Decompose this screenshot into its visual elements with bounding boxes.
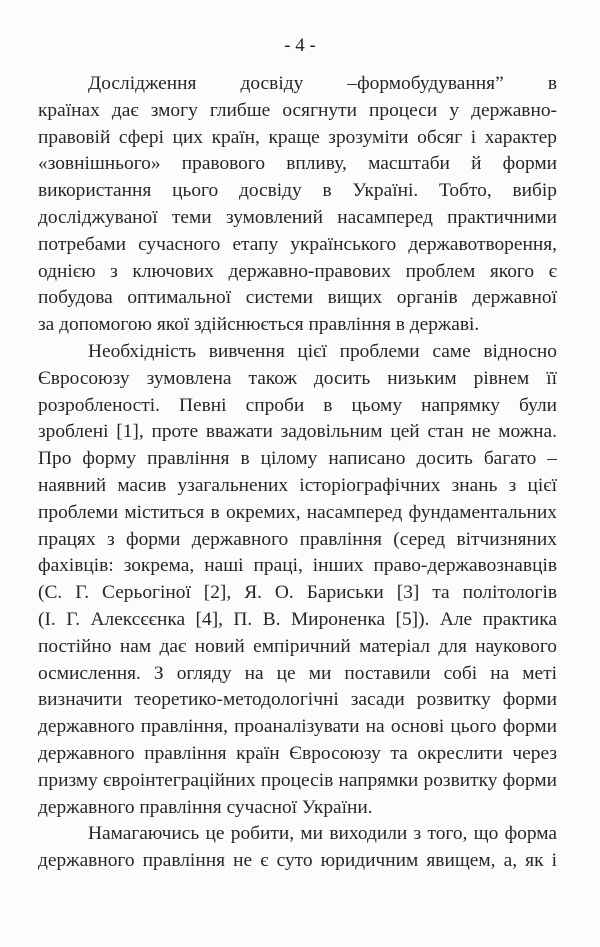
text-line: однією з ключових державно-правових проблем якого є	[38, 260, 557, 282]
text-line: досліджуваної теми зумовлений насамперед практичними	[38, 206, 557, 228]
text-line: країнах дає змогу глибше осягнути процеси у державно-	[38, 99, 557, 121]
text-line: працях з форми державного правління (серед вітчизняних	[38, 528, 557, 550]
text-line: Намагаючись це робити, ми виходили з того, що форма	[88, 823, 557, 845]
text-line: (І. Г. Алексєєнка [4], П. В. Мироненка [5]). Але практика	[38, 608, 557, 630]
text-line: Про форму правління в цілому написано досить багато –	[38, 448, 557, 470]
text-line: призму євроінтеграційних процесів напрямки розвитку форми	[38, 769, 557, 791]
text-line: зроблені [1], проте вважати задовільним цей стан не можна.	[38, 421, 557, 443]
text-line: проблеми міститься в окремих, насамперед фундаментальних	[38, 501, 557, 523]
text-line: використання цього досвіду в Україні. Тобто, вибір	[38, 180, 557, 202]
page-number: - 4 -	[284, 35, 316, 56]
text-line: (С. Г. Серьогіної [2], Я. О. Бариськи [3] та політологів	[38, 582, 557, 604]
text-line: правовій сфері цих країн, краще зрозуміти обсяг і характер	[38, 126, 557, 148]
text-line: постійно нам дає новий емпіричний матеріал для наукового	[38, 635, 557, 657]
text-line: «зовнішнього» правового впливу, масштаби й форми	[38, 153, 557, 175]
text-line: визначити теоретико-методологічні засади розвитку форми	[38, 689, 557, 711]
text-line: Дослідження досвіду –формобудування” в	[88, 73, 557, 94]
text-line: державного правління, проаналізувати на основі цього форми	[38, 716, 557, 738]
text-line: розробленості. Певні спроби в цьому напрямку були	[38, 394, 557, 416]
text-line: потребами сучасного етапу українського державотворення,	[38, 233, 557, 255]
text-line: фахівців: зокрема, наші праці, інших право-державознавців	[38, 555, 557, 577]
text-line: наявний масив узагальнених історіографічних знань з цієї	[38, 474, 557, 496]
text-line: Євросоюзу зумовлена також досить низьким рівнем її	[38, 367, 557, 389]
document-body	[38, 71, 557, 875]
text-line: державного правління країн Євросоюзу та окреслити через	[38, 742, 557, 764]
text-line: за допомогою якої здійснюється правління в державі.	[38, 314, 480, 336]
text-line: державного правління сучасної України.	[38, 796, 373, 818]
text-line: державного правління не є суто юридичним явищем, а, як і	[38, 850, 557, 872]
text-line: Необхідність вивчення цієї проблеми саме відносно	[88, 340, 557, 362]
text-line: осмислення. З огляду на це ми поставили собі на меті	[38, 662, 557, 684]
text-line: побудова оптимальної системи вищих органів державної	[38, 287, 557, 309]
